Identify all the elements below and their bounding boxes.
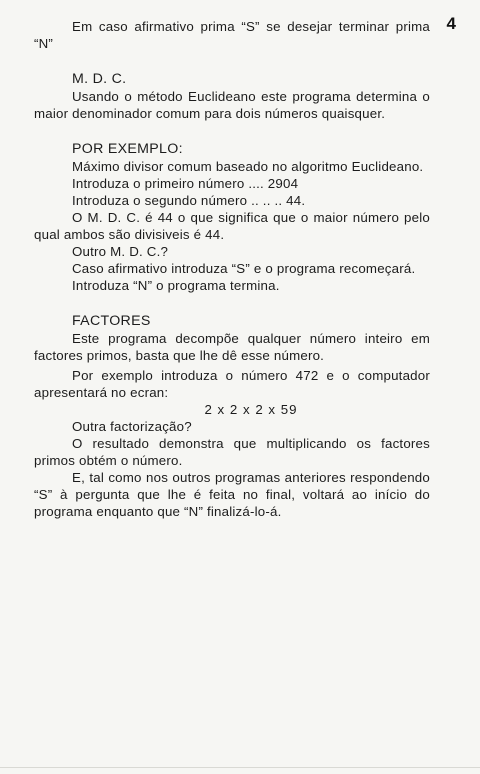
page-body — [34, 18, 430, 520]
factores-paragraph-1: Este programa decompõe qualquer número inteiro em factores primos, basta que lhe dê esse número. — [34, 331, 430, 363]
example-restart-note: Caso afirmativo introduza “S” e o programa recomeçará. — [72, 261, 416, 276]
page-number: 4 — [446, 14, 456, 33]
example-intro: Máximo divisor comum baseado no algoritmo Euclideano. — [72, 159, 424, 174]
example-first-number: Introduza o primeiro número .... 2904 — [72, 176, 299, 191]
factores-heading: FACTORES — [72, 313, 151, 329]
mdc-heading: M. D. C. — [72, 71, 127, 87]
factores-paragraph-2: Por exemplo introduza o número 472 e o computador apresentará no ecran: — [34, 368, 430, 400]
example-another-prompt: Outro M. D. C.? — [72, 244, 169, 259]
intro-paragraph: Em caso afirmativo prima “S” se desejar terminar prima “N” — [34, 19, 430, 51]
example-result: O M. D. C. é 44 o que significa que o maior número pelo qual ambos são divisiveis é 44. — [34, 210, 430, 242]
example-heading: POR EXEMPLO: — [72, 141, 183, 157]
factores-question: Outra factorização? — [72, 419, 192, 434]
factores-paragraph-3: O resultado demonstra que multiplicando os factores primos obtém o número. — [34, 436, 430, 468]
factores-formula: 2 x 2 x 2 x 59 — [204, 402, 298, 417]
mdc-description: Usando o método Euclideano este programa determina o maior denominador comum para dois números quaisquer. — [34, 89, 430, 121]
example-second-number: Introduza o segundo número .. .. .. 44. — [72, 193, 306, 208]
example-end-note: Introduza “N” o programa termina. — [72, 278, 280, 293]
factores-paragraph-4: E, tal como nos outros programas anteriores respondendo “S” à pergunta que lhe é feita no final, voltará ao início do programa enquanto que “N” finalizá-lo-á. — [34, 470, 430, 519]
page-bottom-edge — [0, 767, 480, 768]
